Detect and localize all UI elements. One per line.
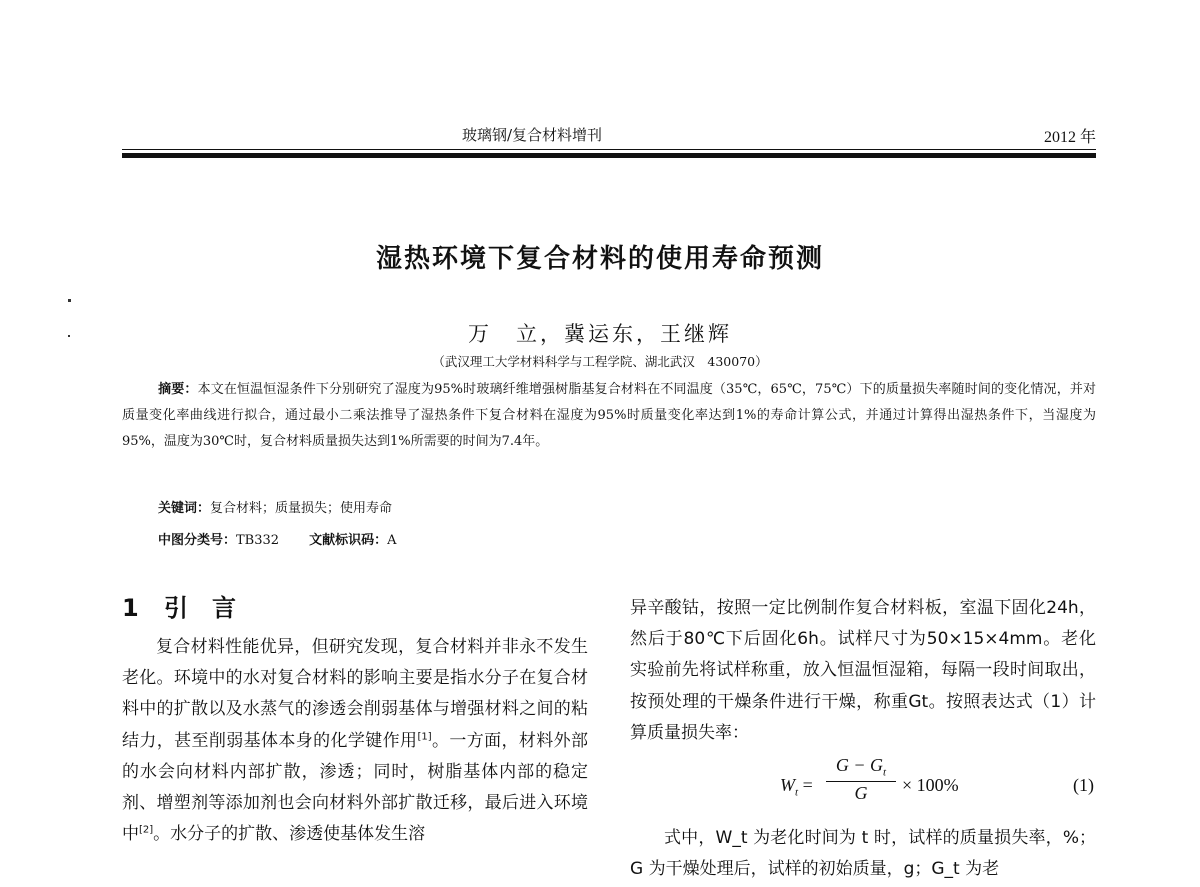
citation-1: [1] — [417, 730, 432, 742]
paper-title: 湿热环境下复合材料的使用寿命预测 — [375, 244, 824, 274]
intro-text: 。水分子的扩散、渗透使基体发生溶 — [153, 824, 426, 845]
doc-code-value: A — [387, 533, 397, 548]
header-rule-thin — [122, 149, 1096, 150]
left-column — [122, 590, 588, 850]
equation-1 — [630, 751, 1096, 823]
doc-code-label: 文献标识码： — [309, 533, 388, 548]
equation-numerator: $G - G_t$ — [826, 755, 896, 782]
methods-paragraph: 异辛酸钴，按照一定比例制作复合材料板，室温下固化24h，然后于80℃下后固化6h。试样尺寸为50×15×4mm。老化实验前先将试样称重，放入恒温恒湿箱，每隔一段时间取出，按预处理的干燥条件进行干燥，称重Gt。按照表达式（1）计算质量损失率： — [630, 598, 1096, 743]
header-rule-thick — [122, 153, 1096, 158]
keywords-text: 复合材料；质量损失；使用寿命 — [210, 501, 393, 516]
keywords — [158, 497, 392, 516]
section-heading-introduction — [122, 590, 588, 626]
equation-number: (1) — [1073, 775, 1094, 796]
publication-year: 2012 年 — [1043, 129, 1096, 146]
journal-name: 玻璃钢/复合材料增刊 — [461, 126, 603, 144]
right-column — [630, 590, 1096, 885]
running-header — [122, 122, 1096, 146]
classification-line — [158, 529, 396, 548]
keywords-label: 关键词： — [158, 501, 211, 516]
intro-text: 复合材料性能优异，但研究发现，复合材料并非永不发生老化。环境中的水对复合材料的影响主要是指水分子在复合材料中的扩散以及水蒸气的渗透会削弱基体与增强材料之间的粘结力，甚至削弱基体本身的化学键作用 — [122, 637, 588, 751]
section-title-char: 引 — [164, 594, 188, 622]
equation-multiplier: × 100% — [902, 775, 959, 796]
equation-fraction — [826, 755, 896, 804]
introduction-paragraph — [122, 632, 588, 850]
intro-text: 。一方面，材料外部的水会向材料内部扩散，渗透；同时，树脂基体内部的稳定剂、增塑剂等添加剂也会向材料外部扩散迁移，最后进入环境中 — [122, 730, 589, 845]
clc-value: TB332 — [236, 533, 280, 548]
scan-artifact-dot — [68, 299, 71, 302]
section-title-char: 言 — [212, 594, 236, 622]
author-affiliation: （武汉理工大学材料科学与工程学院、湖北武汉 430070） — [432, 354, 768, 369]
author-list: 万 立，冀运东，王继辉 — [468, 322, 732, 346]
variable-definition-paragraph: 式中，W_t 为老化时间为 t 时，试样的质量损失率，%；G 为干燥处理后，试样的初始质量，g；G_t 为老 — [630, 828, 1096, 880]
abstract-label: 摘要： — [158, 382, 198, 397]
clc-label: 中图分类号： — [158, 533, 237, 548]
abstract-text: 本文在恒温恒湿条件下分别研究了湿度为95%时玻璃纤维增强树脂基复合材料在不同温度（35℃，65℃，75℃）下的质量损失率随时间的变化情况，并对质量变化率曲线进行拟合，通过最小二乘法推导了湿热条件下复合材料在湿度为95%时质量变化率达到1%的寿命计算公式，并通过计算得出湿热条件下，当湿度为95%，温度为30℃时，复合材料质量损失达到1%所需要的时间为7.4年。 — [122, 382, 1096, 449]
citation-2: [2] — [139, 824, 154, 836]
equation-denominator: G — [854, 782, 868, 803]
section-number: 1 — [122, 594, 139, 622]
equation-lhs: $W_t$ = — [780, 775, 813, 799]
abstract — [122, 377, 1096, 455]
